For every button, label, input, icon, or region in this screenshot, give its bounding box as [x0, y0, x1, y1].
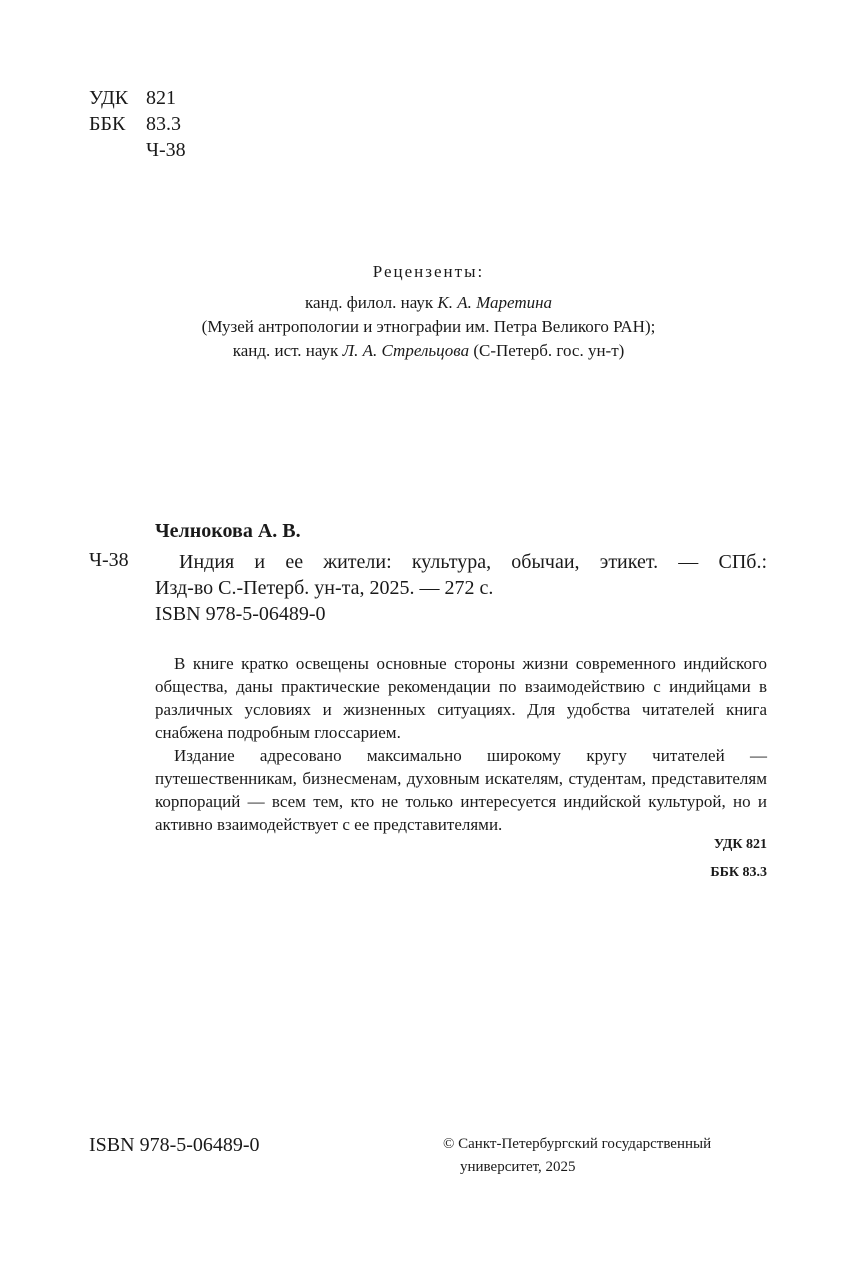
abstract-paragraph-1: В книге кратко освещены основные стороны жизни современного индийского общества, даны практические рекомендации по взаимодействию с индийцами в различных условиях и жизненных ситуациях. Для удобства читателей книга снабжена подробным глоссарием. — [155, 654, 767, 742]
reviewer-1-name: К. А. Маретина — [437, 293, 553, 312]
bibliographic-record — [155, 549, 767, 627]
reviewer-2-degree: канд. ист. наук — [232, 341, 343, 360]
abstract — [155, 652, 767, 836]
reviewers-heading: Рецензенты: — [372, 262, 485, 281]
reviewer-2 — [0, 339, 857, 363]
udk-row — [89, 85, 186, 111]
bbk-code-right: ББК 83.3 — [710, 865, 767, 880]
udk-code-right: УДК 821 — [713, 837, 767, 852]
classification-codes-right — [600, 831, 767, 887]
reviewer-1 — [0, 291, 857, 315]
reviewer-1-degree: канд. филол. наук — [304, 293, 438, 312]
bib-code: Ч-38 — [89, 549, 129, 571]
bbk-row — [89, 111, 186, 137]
book-title-line: Индия и ее жители: культура, обычаи, этикет. — СПб.: — [179, 551, 767, 573]
footer-isbn: ISBN 978-5-06489-0 — [89, 1134, 260, 1156]
copyright-line-1: © Санкт-Петербургский государственный — [443, 1136, 712, 1152]
classification-block — [89, 85, 186, 163]
bbk-value: 83.3 — [146, 113, 181, 135]
bbk-label: ББК — [89, 113, 126, 135]
copyright-line-2: университет, 2025 — [460, 1159, 576, 1175]
reviewer-2-affiliation: (С-Петерб. гос. ун-т) — [469, 341, 625, 360]
reviewer-2-name: Л. А. Стрельцова — [342, 341, 470, 360]
abstract-paragraph-2: Издание адресовано максимально широкому кругу читателей — путешественникам, бизнесменам, духовным искателям, студентам, представителям корпораций — всем тем, кто не только интересуется индийской культурой, но и активно взаимодействует с ее представителями. — [155, 746, 767, 834]
bib-isbn: ISBN 978-5-06489-0 — [155, 603, 326, 625]
copyright — [443, 1133, 711, 1179]
udk-value: 821 — [146, 87, 176, 109]
reviewer-1-affiliation: (Музей антропологии и этнографии им. Петра Великого РАН); — [201, 317, 656, 336]
publisher-line: Изд-во С.-Петерб. ун-та, 2025. — 272 с. — [155, 577, 494, 599]
author-heading: Челнокова А. В. — [155, 520, 301, 542]
reviewers-list — [0, 291, 857, 363]
author-mark: Ч-38 — [146, 139, 186, 161]
author-mark-row — [89, 137, 186, 163]
udk-label: УДК — [89, 87, 129, 109]
